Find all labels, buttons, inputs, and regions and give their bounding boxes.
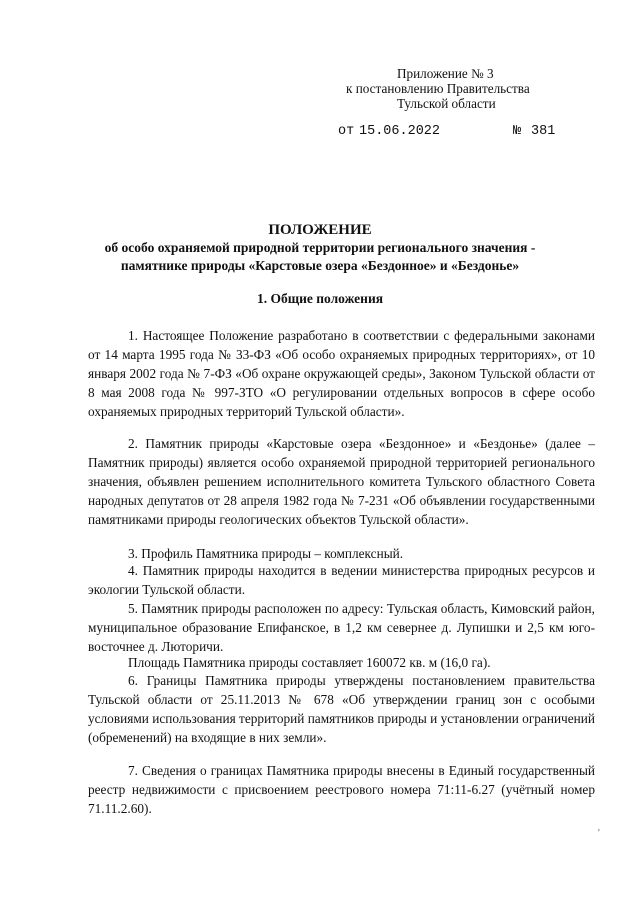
paragraph-2: 2. Памятник природы «Карстовые озера «Бездонное» и «Бездонье» (далее – Памятник природы) является особо охраняемой природной территорией регионального значения, объявлен решением исполнительного комитета Тульского областного Совета народных депутатов от 28 апреля 1982 года № 7-231 «Об объявлении государственными памятниками природы геологических объектов Тульской области». (88, 436, 595, 527)
decree-date: 15.06.2022 (359, 124, 441, 139)
section-heading: 1. Общие положения (256, 291, 384, 306)
document-title-line2: памятнике природы «Карстовые озера «Бездонное» и «Бездонье» (120, 258, 520, 273)
decree-number: 381 (531, 124, 556, 139)
appendix-reference: к постановлению Правительства (346, 81, 530, 96)
appendix-region: Тульской области (397, 96, 496, 111)
paragraph-1: 1. Настоящее Положение разработано в соответствии с федеральными законами от 14 марта 1995 года № 33-ФЗ «Об особо охраняемых природных территориях», от 10 января 2002 года № 7-ФЗ «Об охране окружающей среды», Законом Тульской области от 8 мая 2008 года № 997-ЗТО «О регулировании отдельных вопросов в сфере особо охраняемых природных территорий Тульской области». (88, 328, 595, 419)
decree-date-prefix: от (338, 124, 355, 139)
paragraph-5: 5. Памятник природы расположен по адресу: Тульская область, Кимовский район, муниципальное образование Епифанское, в 1,2 км севернее д. Лупишки и 2,5 км юго-восточнее д. Люторичи. (88, 601, 595, 654)
paragraph-4: 4. Памятник природы находится в ведении министерства природных ресурсов и экологии Тульской области. (88, 563, 595, 597)
appendix-number: Приложение № 3 (397, 66, 494, 81)
decree-number-prefix: № (513, 124, 522, 139)
scan-mark: ' (598, 828, 600, 839)
paragraph-7: 7. Сведения о границах Памятника природы внесены в Единый государственный реестр недвижимости с присвоением реестрового номера 71:11-6.27 (учётный номер 71.11.2.60). (88, 763, 595, 816)
paragraph-6: 6. Границы Памятника природы утверждены постановлением правительства Тульской области от 25.11.2013 № 678 «Об утверждении границ зон с особыми условиями использования территорий памятников природы и установлении ограничений (обременений) на входящие в них земли». (88, 673, 595, 745)
document-title-line1: об особо охраняемой природной территории регионального значения - (104, 240, 536, 255)
paragraph-area: Площадь Памятника природы составляет 160072 кв. м (16,0 га). (128, 655, 491, 670)
paragraph-3: 3. Профиль Памятника природы – комплексный. (128, 546, 404, 561)
document-heading: ПОЛОЖЕНИЕ (268, 222, 372, 238)
